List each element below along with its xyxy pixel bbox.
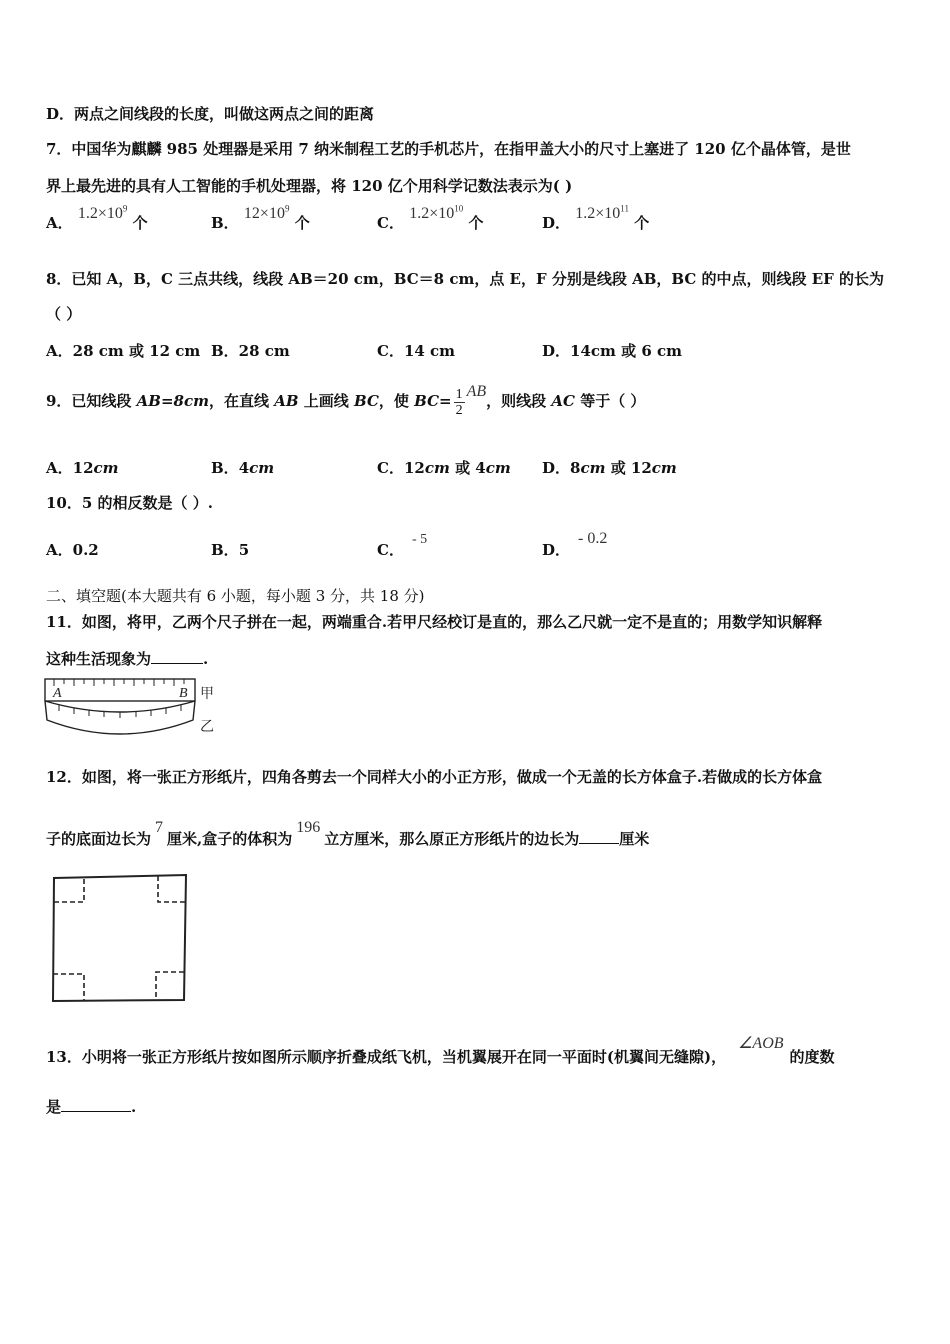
label-b: B bbox=[179, 686, 188, 701]
q13-stem-line2: 是 . bbox=[46, 1098, 137, 1116]
q11-stem-line2: 这种生活现象为 . bbox=[46, 650, 209, 668]
q10-option-d[interactable]: D．- 0.2 bbox=[542, 530, 608, 559]
q12-answer-blank[interactable] bbox=[579, 843, 619, 844]
q8-option-d[interactable]: D．14cm 或 6 cm bbox=[542, 342, 682, 360]
q13-answer-blank[interactable] bbox=[61, 1111, 131, 1112]
q7-option-d[interactable]: D． $1.2\times 10^{11}$ 个 bbox=[542, 203, 650, 232]
q7-option-c[interactable]: C． $1.2\times 10^{10}$ 个 bbox=[377, 203, 484, 232]
q12-square-figure bbox=[52, 874, 190, 1004]
q10-option-c[interactable]: C．- 5 bbox=[377, 532, 428, 559]
q10-option-a[interactable]: A．0.2 bbox=[46, 541, 99, 559]
q11-stem-line1: 11．如图，将甲，乙两个尺子拼在一起，两端重合.若甲尺经校订是直的，那么乙尺就一定不是直的；用数学知识解释 bbox=[46, 613, 823, 631]
q12-stem-line2: 子的底面边长为7厘米,盒子的体积为196立方厘米，那么原正方形纸片的边长为 厘米 bbox=[46, 819, 650, 848]
corner-cuts bbox=[53, 876, 186, 1001]
section-heading: 二、填空题(本大题共有 6 小题，每小题 3 分，共 18 分) bbox=[46, 587, 425, 605]
label-yi: 乙 bbox=[200, 719, 214, 735]
label-jia: 甲 bbox=[200, 686, 214, 702]
q9-option-d[interactable]: D．8cm 或 12cm bbox=[542, 459, 677, 477]
ruler-jia-ticks bbox=[54, 679, 184, 686]
q11-ruler-figure bbox=[44, 678, 234, 742]
q9-option-a[interactable]: A．12cm bbox=[46, 459, 119, 477]
q8-option-b[interactable]: B．28 cm bbox=[211, 342, 290, 360]
q12-stem-line1: 12．如图，将一张正方形纸片，四角各剪去一个同样大小的小正方形，做成一个无盖的长方体盒子.若做成的长方体盒 bbox=[46, 768, 823, 786]
paper-outline bbox=[53, 875, 186, 1001]
q9-option-b[interactable]: B．4cm bbox=[211, 459, 275, 477]
label-a: A bbox=[53, 686, 62, 701]
q7-option-b[interactable]: B． $12\times 10^9$ 个 bbox=[211, 203, 310, 232]
q10-stem: 10．5 的相反数是（ ）. bbox=[46, 494, 213, 512]
q9-stem: 9．已知线段 AB=8cm，在直线 AB 上画线 BC，使 BC= $\frac{1}{2}$ AB，则线段 AC 等于（ ） bbox=[46, 383, 646, 418]
q11-answer-blank[interactable] bbox=[151, 663, 203, 664]
q8-option-a[interactable]: A．28 cm 或 12 cm bbox=[46, 342, 201, 360]
q8-stem-line2: （ ） bbox=[46, 305, 82, 323]
q10-option-b[interactable]: B．5 bbox=[211, 541, 250, 559]
q9-fraction: $\frac{1}{2}$ bbox=[455, 386, 463, 418]
q13-stem-line1: 13．小明将一张正方形纸片按如图所示顺序折叠成纸飞机，当机翼展开在同一平面时(机翼间无缝隙)，∠AOB的度数 bbox=[46, 1035, 835, 1066]
q8-option-c[interactable]: C．14 cm bbox=[377, 342, 456, 360]
q8-stem-line1: 8．已知 A，B，C 三点共线，线段 AB＝20 cm，BC＝8 cm，点 E，F 分别是线段 AB，BC 的中点，则线段 EF 的长为 bbox=[46, 270, 885, 288]
q7-stem-line1: 7．中国华为麒麟 985 处理器是采用 7 纳米制程工艺的手机芯片，在指甲盖大小的尺寸上塞进了 120 亿个晶体管，是世 bbox=[46, 140, 851, 158]
q9-option-c[interactable]: C．12cm 或 4cm bbox=[377, 459, 511, 477]
q7-stem-line2: 界上最先进的具有人工智能的手机处理器，将 120 亿个用科学记数法表示为( ) bbox=[46, 177, 573, 195]
ruler-yi-top bbox=[45, 701, 195, 712]
ruler-jia bbox=[45, 679, 195, 701]
q6-option-d: D．两点之间线段的长度，叫做这两点之间的距离 bbox=[46, 105, 375, 123]
q7-option-a[interactable]: A． $1.2\times 10^9$ 个 bbox=[46, 203, 148, 232]
